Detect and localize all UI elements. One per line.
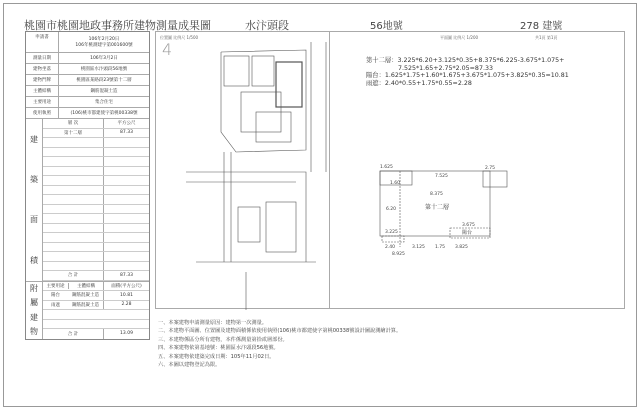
section-name: 水汴頭段 [245,19,289,32]
note-line: 五、本案建物依建築完成日期：105年11月02日。 [158,353,275,360]
annex-struct: 鋼筋混凝土造 [72,293,99,299]
side-char: 物 [30,326,38,336]
blank-row [43,262,149,272]
total-area: 87.33 [103,271,149,280]
dim-label: 2.40 [385,245,396,250]
lot-number: 56地號 [370,21,403,32]
note-line: 二、本建物平面圖、位置圖及建物面積係依使用執照(106)桃市都建使字第桃00338號設計圖說測繪計算。 [158,328,402,335]
side-char: 屬 [30,298,38,308]
page-title: 桃園市桃園地政事務所建物測量成果圖 [24,19,211,32]
blank-row [43,148,149,158]
annex-area: 10.81 [103,291,149,300]
blank-row [43,243,149,253]
side-char: 面 [30,215,38,225]
annex-total-label: 合 計 [67,331,79,337]
blank-row [43,157,149,167]
side-char: 建 [30,312,38,322]
dim-label: 3.125 [412,245,425,250]
annex-use: 陽台 [51,293,60,299]
floor-label: 第十二層 [425,204,450,211]
dim-label: 3.825 [455,245,468,250]
info-row [26,86,149,97]
plan-scale: 位置圖 比例尺 1/500 [160,35,199,40]
blank-row [43,186,149,196]
dim-label: 1.60 [390,181,401,186]
blank-row [43,214,149,224]
total-label: 合 計 [67,273,79,279]
blank-row [43,176,149,186]
floor-name: 第十二層 [64,130,82,136]
floor-plan-panel [330,31,625,309]
blank-row [43,233,149,243]
formula-line: 雨遮：2.40*0.55+1.75*0.55=2.28 [366,79,472,87]
annex-use: 雨遮 [51,302,60,308]
info-key: 建物坐落 [26,64,59,74]
info-key: 測量日期 [26,53,59,63]
dim-label: 3.675 [462,223,475,228]
info-value: 桃園區水汴頭段56地號 [80,67,128,72]
info-table [25,31,150,340]
note-line: 一、本案建物申請測量原因：建物第一次測量。 [158,320,267,326]
info-row [26,97,149,108]
col-floor: 層 次 [67,121,79,127]
annex-header-struct: 主體結構 [68,283,103,289]
annex-header-area: 面積(平方公尺) [103,282,149,291]
side-char: 積 [30,255,38,265]
info-key: 主要用途 [26,97,59,107]
floor-plan-drawing [330,32,625,310]
blank-row [43,252,149,262]
dim-label: 7.525 [435,174,448,179]
info-row [26,108,149,119]
info-row [26,75,149,86]
info-key: 申請書 [26,32,59,52]
dim-label: 1.75 [435,245,446,250]
blank-row [43,138,149,148]
page-count: 共1頁 第1頁 [535,35,558,40]
formula-line: 陽台：1.625*1.75+1.60*1.675+3.675*1.075+3.825*0.35=10.81 [366,72,569,80]
blank-row [43,224,149,234]
north-arrow-icon: 4 [162,40,173,59]
info-value: 桃園區某路段23號第十二層 [76,78,132,83]
blank-row [43,195,149,205]
floorplan-scale: 平面圖 比例尺 1/200 [440,35,479,40]
blank-row [43,167,149,177]
formula-line: 7.525*1.65+2.75*2.05=87.33 [398,64,493,72]
side-char: 建 [30,134,38,144]
side-char: 附 [30,284,38,294]
dim-label: 2.75 [485,166,496,171]
annex-header-use: 主要用途 [46,283,65,289]
info-value: 106年3月2日 [90,56,118,61]
floor-area-table [26,119,149,282]
annex-total: 13.09 [103,329,149,339]
info-row [26,53,149,64]
building-number: 278 建號 [520,21,563,32]
note-line: 六、本圖以建物登記為限。 [158,362,221,369]
annex-struct: 鋼筋混凝土造 [72,302,99,308]
floor-area: 87.33 [103,129,149,138]
annex-area: 2.28 [103,301,149,310]
dim-label: 1.625 [380,165,393,170]
info-key: 建物門牌 [26,75,59,85]
note-line: 三、本建物係區分所有建物，本件係測量第拾貳層部份。 [158,336,288,343]
info-row [26,64,149,75]
info-row [26,32,149,53]
location-plan [155,31,330,309]
info-value: 鋼筋混凝土造 [90,89,118,94]
dim-label: 6.20 [386,207,397,212]
dim-label: 8.375 [430,192,443,197]
info-value: (106)桃市都建使字第桃00338號 [70,111,138,116]
location-plan-drawing [156,32,331,310]
info-key: 使用執照 [26,108,59,118]
formula-line: 第十二層：3.225*6.20+3.125*0.35+8.375*6.225-3.675*1.075+ [366,57,565,64]
dim-label: 8.925 [392,252,405,257]
notes [158,319,401,369]
col-area: 平方公尺 [103,119,149,128]
annex-table [26,282,149,339]
blank-row [43,205,149,215]
dim-label: 3.225 [385,230,398,235]
info-value: 集合住宅 [95,100,113,105]
info-value: 106年2月20日 106年桃測建字第001600號 [75,37,133,48]
side-char: 築 [30,175,38,185]
note-line: 四、本案建物依第基地號：桃園區水汴頭段56地號。 [158,345,279,352]
info-key: 主體結構 [26,86,59,96]
balcony-label: 陽台 [462,230,473,236]
